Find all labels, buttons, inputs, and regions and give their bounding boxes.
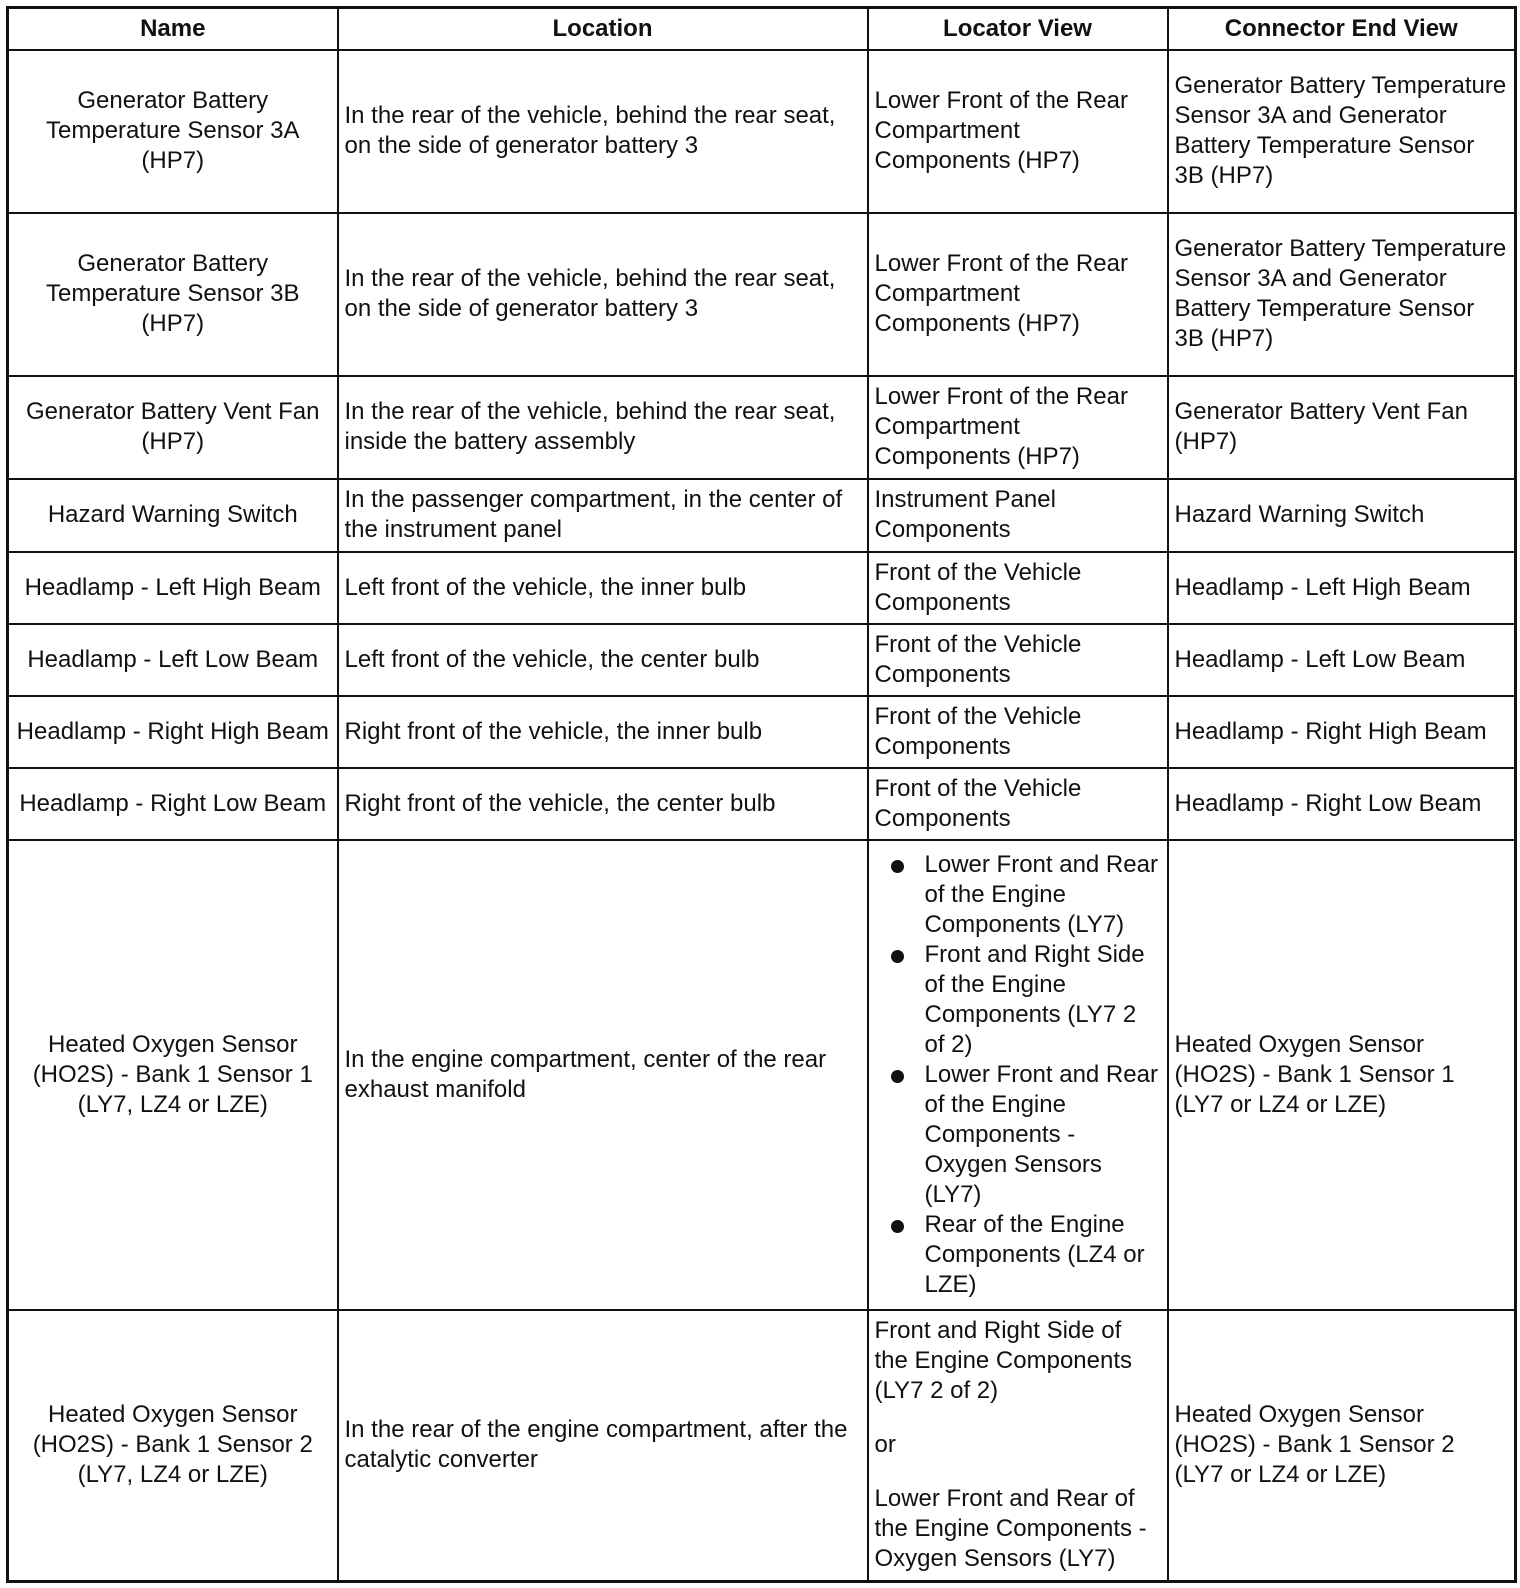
- cell-locator-view[interactable]: Front of the Vehicle Components: [868, 624, 1168, 696]
- cell-name: Generator Battery Temperature Sensor 3A (HP7): [8, 50, 338, 213]
- locator-view-or: or: [874, 1431, 896, 1459]
- component-locator-sheet: [6, 6, 1514, 1582]
- cell-location: In the engine compartment, center of the rear exhaust manifold: [338, 840, 868, 1310]
- cell-connector-end-view[interactable]: Generator Battery Temperature Sensor 3A and Generator Battery Temperature Sensor 3B (HP7): [1168, 50, 1516, 213]
- list-item[interactable]: Lower Front and Rear of the Engine Components - Oxygen Sensors (LY7): [925, 1060, 1161, 1210]
- cell-locator-view[interactable]: Lower Front of the Rear Compartment Components (HP7): [868, 50, 1168, 213]
- cell-location: In the rear of the vehicle, behind the rear seat, on the side of generator battery 3: [338, 213, 868, 376]
- cell-location: In the rear of the engine compartment, after the catalytic converter: [338, 1310, 868, 1582]
- table-row: [8, 479, 1516, 552]
- cell-connector-end-view[interactable]: Headlamp - Left Low Beam: [1168, 624, 1516, 696]
- cell-location: Left front of the vehicle, the center bulb: [338, 624, 868, 696]
- cell-locator-view: [868, 840, 1168, 1310]
- header-location: Location: [338, 8, 868, 50]
- cell-name: Hazard Warning Switch: [8, 479, 338, 552]
- cell-connector-end-view[interactable]: Headlamp - Right Low Beam: [1168, 768, 1516, 840]
- cell-location: In the rear of the vehicle, behind the rear seat, inside the battery assembly: [338, 376, 868, 479]
- cell-locator-view[interactable]: Front of the Vehicle Components: [868, 552, 1168, 624]
- cell-name: Headlamp - Left High Beam: [8, 552, 338, 624]
- table-row: [8, 552, 1516, 624]
- list-item[interactable]: Front and Right Side of the Engine Components (LY7 2 of 2): [925, 940, 1161, 1060]
- cell-connector-end-view[interactable]: Headlamp - Left High Beam: [1168, 552, 1516, 624]
- cell-connector-end-view[interactable]: Heated Oxygen Sensor (HO2S) - Bank 1 Sensor 2 (LY7 or LZ4 or LZE): [1168, 1310, 1516, 1582]
- cell-name: Headlamp - Right High Beam: [8, 696, 338, 768]
- header-name: Name: [8, 8, 338, 50]
- cell-location: In the passenger compartment, in the center of the instrument panel: [338, 479, 868, 552]
- header-connector-end-view: Connector End View: [1168, 8, 1516, 50]
- cell-location: Left front of the vehicle, the inner bulb: [338, 552, 868, 624]
- cell-name: Headlamp - Right Low Beam: [8, 768, 338, 840]
- locator-view-first[interactable]: Front and Right Side of the Engine Components (LY7 2 of 2): [874, 1317, 1133, 1405]
- cell-name: Heated Oxygen Sensor (HO2S) - Bank 1 Sensor 2 (LY7, LZ4 or LZE): [8, 1310, 338, 1582]
- locator-view-second[interactable]: Lower Front and Rear of the Engine Components - Oxygen Sensors (LY7): [874, 1485, 1147, 1573]
- cell-locator-view[interactable]: Front of the Vehicle Components: [868, 768, 1168, 840]
- table-row: [8, 840, 1516, 1310]
- cell-name: Headlamp - Left Low Beam: [8, 624, 338, 696]
- list-item[interactable]: Lower Front and Rear of the Engine Components (LY7): [925, 850, 1161, 940]
- cell-locator-view[interactable]: Instrument Panel Components: [868, 479, 1168, 552]
- table-row: [8, 624, 1516, 696]
- cell-connector-end-view[interactable]: Generator Battery Vent Fan (HP7): [1168, 376, 1516, 479]
- table-row: [8, 696, 1516, 768]
- component-locator-table: [6, 6, 1517, 1583]
- cell-connector-end-view[interactable]: Hazard Warning Switch: [1168, 479, 1516, 552]
- table-row: [8, 213, 1516, 376]
- cell-connector-end-view[interactable]: Headlamp - Right High Beam: [1168, 696, 1516, 768]
- locator-view-list: [875, 850, 1161, 1300]
- cell-location: Right front of the vehicle, the center bulb: [338, 768, 868, 840]
- header-locator-view: Locator View: [868, 8, 1168, 50]
- cell-connector-end-view[interactable]: Heated Oxygen Sensor (HO2S) - Bank 1 Sensor 1 (LY7 or LZ4 or LZE): [1168, 840, 1516, 1310]
- cell-locator-view[interactable]: Lower Front of the Rear Compartment Components (HP7): [868, 376, 1168, 479]
- cell-name: Heated Oxygen Sensor (HO2S) - Bank 1 Sensor 1 (LY7, LZ4 or LZE): [8, 840, 338, 1310]
- cell-locator-view[interactable]: Lower Front of the Rear Compartment Components (HP7): [868, 213, 1168, 376]
- list-item[interactable]: Rear of the Engine Components (LZ4 or LZE): [925, 1210, 1161, 1300]
- table-row: [8, 1310, 1516, 1582]
- header-row: [8, 8, 1516, 50]
- table-row: [8, 768, 1516, 840]
- table-row: [8, 50, 1516, 213]
- table-row: [8, 376, 1516, 479]
- cell-name: Generator Battery Temperature Sensor 3B (HP7): [8, 213, 338, 376]
- cell-locator-view: [868, 1310, 1168, 1582]
- cell-location: In the rear of the vehicle, behind the rear seat, on the side of generator battery 3: [338, 50, 868, 213]
- cell-connector-end-view[interactable]: Generator Battery Temperature Sensor 3A and Generator Battery Temperature Sensor 3B (HP7): [1168, 213, 1516, 376]
- cell-locator-view[interactable]: Front of the Vehicle Components: [868, 696, 1168, 768]
- cell-location: Right front of the vehicle, the inner bulb: [338, 696, 868, 768]
- cell-name: Generator Battery Vent Fan (HP7): [8, 376, 338, 479]
